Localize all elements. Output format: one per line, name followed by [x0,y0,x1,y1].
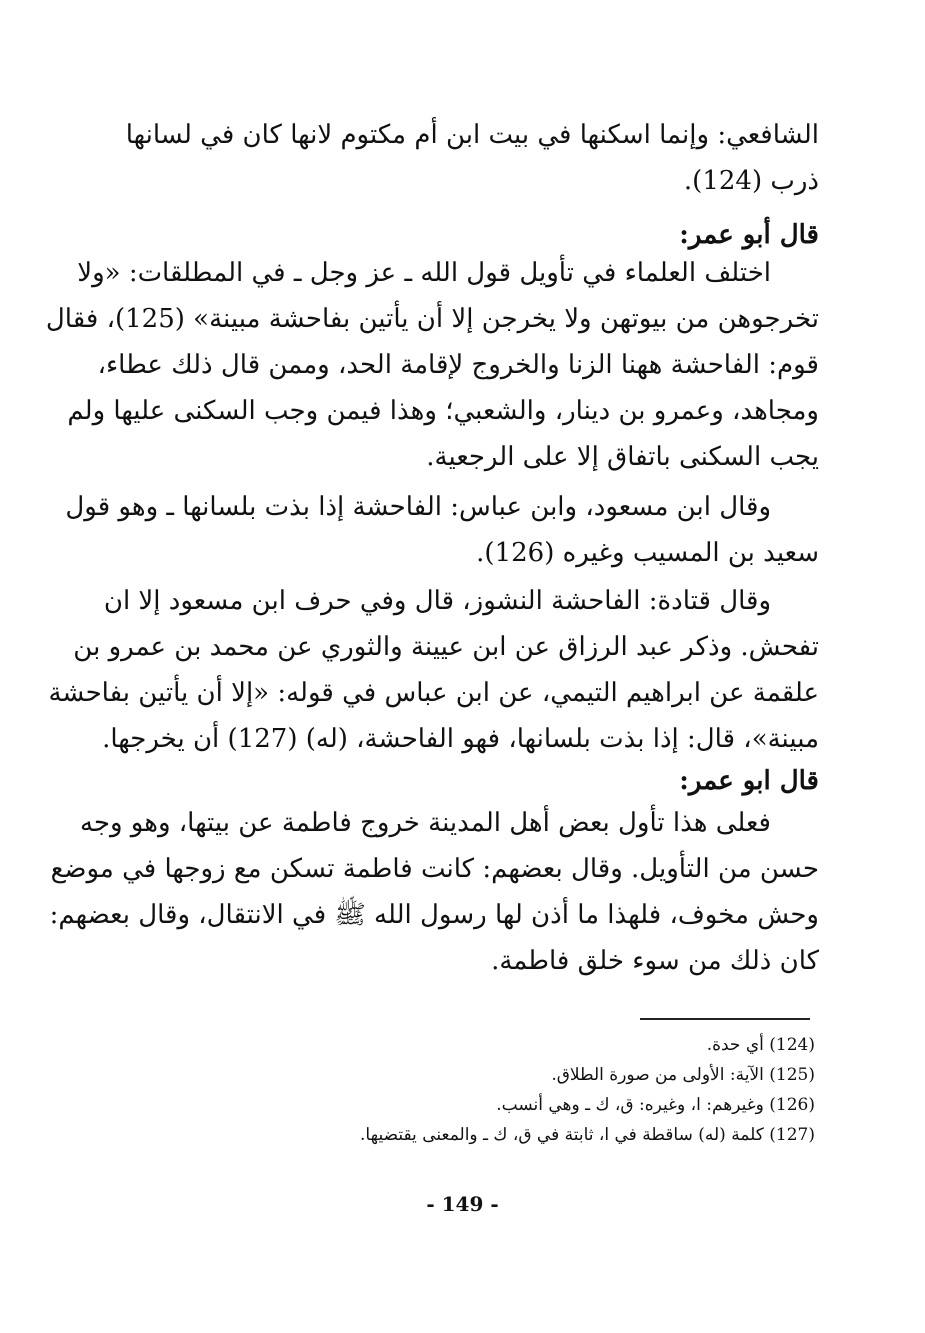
text-line: تخرجوهن من بيوتهن ولا يخرجن إلا أن يأتين بفاحشة مبينة» (125)، فقال [45,304,819,334]
text-line: وحش مخوف، فلهذا ما أذن لها رسول الله ﷺ في الانتقال، وقال بعضهم: [49,900,819,930]
paragraph-4 [48,578,819,762]
text-line: قوم: الفاحشة ههنا الزنا والخروج لإقامة الحد، وممن قال ذلك عطاء، [97,350,819,380]
text-line: وقال ابن مسعود، وابن عباس: الفاحشة إذا بذت بلسانها ـ وهو قول [65,492,771,522]
text-line: مبينة»، قال: إذا بذت بلسانها، فهو الفاحشة، (له) (127) أن يخرجها. [102,724,819,754]
text-line: فعلى هذا تأول بعض أهل المدينة خروج فاطمة عن بيتها، وهو وجه [79,808,771,838]
section-heading [104,758,819,804]
text-line: كان ذلك من سوء خلق فاطمة. [491,946,819,976]
heading-line: قال أبو عمر: [679,220,819,250]
text-line: ومجاهد، وعمرو بن دينار، والشعبي؛ وهذا فيمن وجب السكنى عليها ولم [67,396,819,426]
page-number: - 149 - [426,1192,499,1216]
heading-line: قال ابو عمر: [679,766,819,796]
text-line: الشافعي: وإنما اسكنها في بيت ابن أم مكتوم لانها كان في لسانها [125,120,819,150]
text-line: تفحش. وذكر عبد الرزاق عن ابن عيينة والثوري عن محمد بن عمرو بن [73,632,819,662]
paragraph-2 [45,250,819,480]
text-line: ذرب (124). [683,166,819,196]
footnotes [360,1030,815,1150]
paragraph-3 [65,484,819,576]
paragraph-5 [49,800,819,984]
text-line: يجب السكنى باتفاق إلا على الرجعية. [426,442,819,472]
text-line: علقمة عن ابراهيم التيمي، عن ابن عباس في قوله: «إلا أن يأتين بفاحشة [48,678,819,708]
footnote: (124) أي حدة. [706,1035,815,1055]
paragraph-1 [104,112,819,204]
footnote: (127) كلمة (له) ساقطة في ا، ثابتة في ق، ك ـ والمعنى يقتضيها. [360,1125,815,1145]
text-line: اختلف العلماء في تأويل قول الله ـ عز وجل ـ في المطلقات: «ولا [77,258,771,288]
footnote: (126) وغيرهم: ا، وغيره: ق، ك ـ وهي أنسب. [496,1095,815,1115]
footnote: (125) الآية: الأولى من صورة الطلاق. [551,1065,815,1085]
footnote-divider [640,1018,810,1020]
text-line: وقال قتادة: الفاحشة النشوز، قال وفي حرف ابن مسعود إلا ان [103,586,771,616]
text-line: حسن من التأويل. وقال بعضهم: كانت فاطمة تسكن مع زوجها في موضع [50,854,819,884]
text-line: سعيد بن المسيب وغيره (126). [476,538,819,568]
